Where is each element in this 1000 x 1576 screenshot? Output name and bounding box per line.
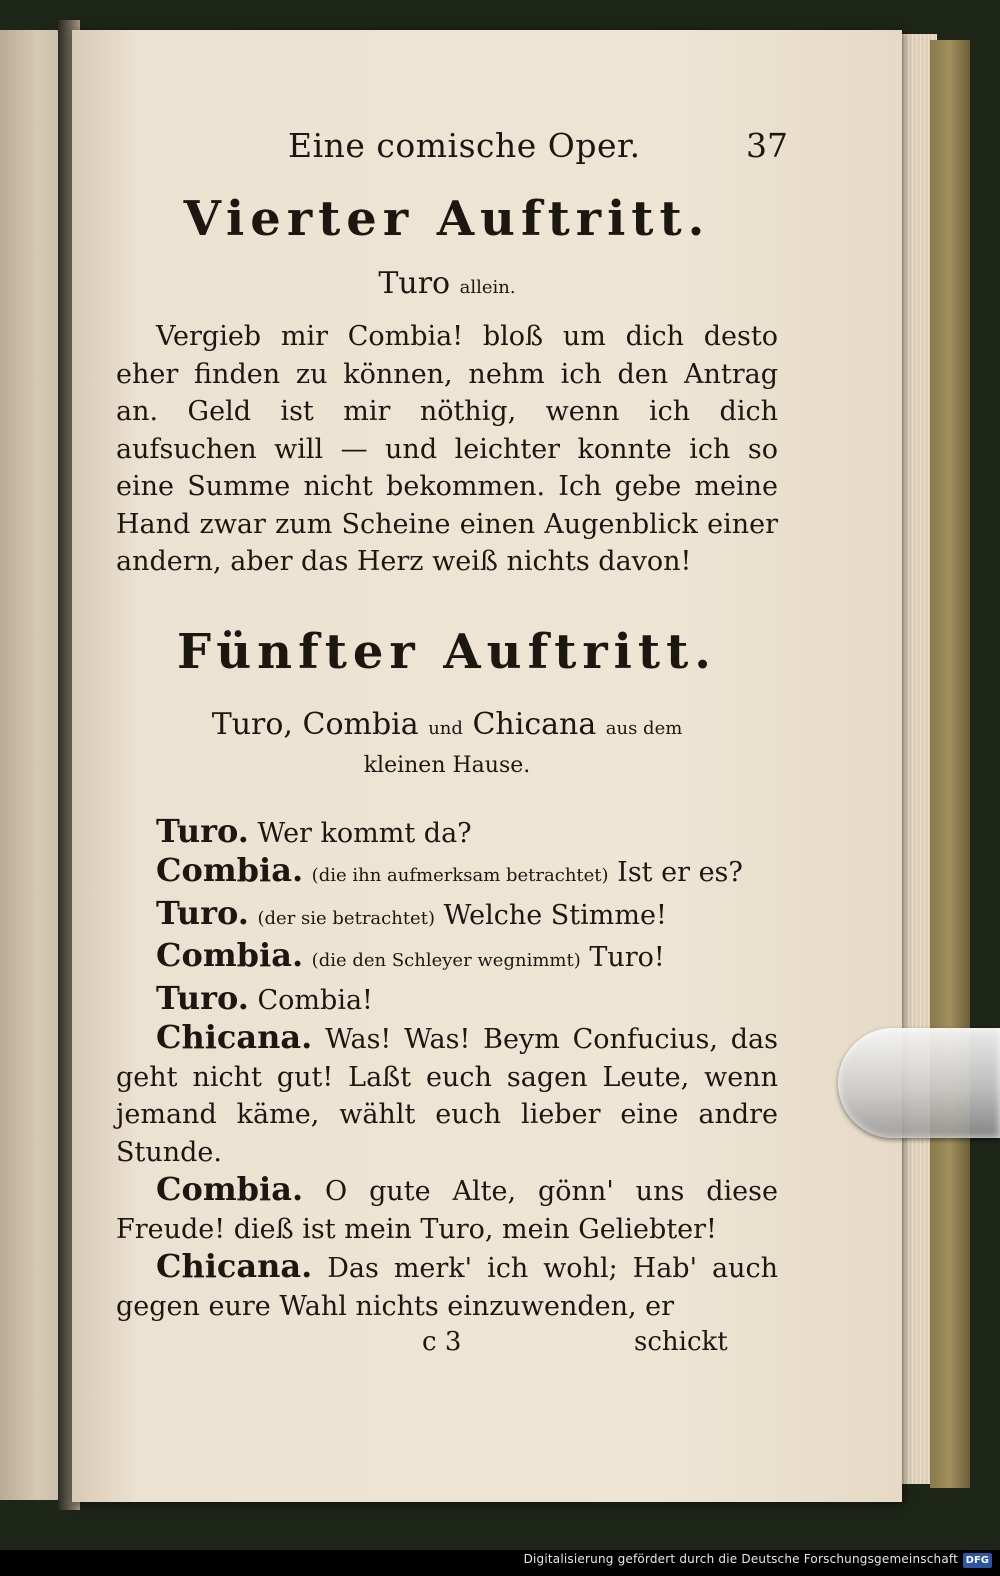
dialogue-line [116,1248,778,1325]
dialogue-line [116,980,778,1020]
scene-heading-4: Vierter Auftritt. [183,191,711,247]
book-cover-board [930,40,970,1488]
dialogue-line [116,1019,778,1171]
dialogue-line [116,852,778,895]
speech-text: Turo! [589,942,665,973]
running-title: Eine comische Oper. [288,126,641,165]
catchword: schickt [634,1327,728,1357]
dialogue-line [116,895,778,938]
stage-direction [116,705,778,783]
speaker-name: Combia. [156,936,304,974]
stage-names: Turo [378,266,451,301]
page-text-block [116,120,788,1367]
stage-note: aus dem [605,717,683,739]
stage-name-3: Chicana [472,706,597,742]
scene-heading-5: Fünfter Auftritt. [177,623,717,680]
dialogue-line [116,1171,778,1248]
speaker-name: Chicana. [156,1247,313,1285]
speech-text: Das merk' ich wohl; Hab' auch gegen eure Wahl nichts einzuwenden, er [116,1253,778,1322]
dfg-logo-icon: DFG [963,1553,992,1568]
speaker-name: Combia. [156,1170,304,1208]
running-head [116,120,788,180]
scan-credit: Digitalisierung gefördert durch die Deutsche Forschungsgemeinschaft [523,1552,958,1566]
speech-text: Ist er es? [617,857,743,888]
dialogue [116,813,778,1326]
speaker-name: Combia. [156,851,304,889]
previous-page-edge [0,30,62,1500]
dialogue-line [116,813,778,853]
stage-aside: (die ihn aufmerksam betrachtet) [311,865,609,886]
stage-names: Turo, Combia [211,706,419,742]
page-clip [838,1028,1000,1138]
stage-note: allein. [459,277,516,298]
speech-text: Wer kommt da? [257,817,472,849]
speaker-name: Chicana. [156,1018,313,1056]
signature-mark: c 3 [422,1327,462,1357]
speech-text: Was! Was! Beym Confucius, das geht nicht gut! Laßt euch sagen Leute, wenn jemand käme, wählt euch lieber eine andre Stunde. [116,1024,778,1168]
stage-joiner: und [428,717,463,739]
speaker-name: Turo. [156,893,249,932]
stage-direction [116,264,778,308]
stage-aside: (der sie betrachtet) [257,907,435,929]
page-number: 37 [746,126,788,165]
stage-note-line2: kleinen Hause. [363,752,531,778]
monologue-text: Vergieb mir Combia! bloß um dich desto eher finden zu können, nehm ich den Antrag an. Geld ist mir nöthig, wenn ich dich aufsuchen will — und leichter konnte ich so eine Summe nicht bekommen. Ich gebe meine Hand zwar zum Scheine einen Augenblick einer andern, aber das Herz weiß nichts davon! [116,321,778,577]
speech-text: Combia! [257,984,373,1016]
page-footer-line [116,1327,778,1367]
speaker-name: Turo. [156,978,249,1017]
speaker-name: Turo. [156,811,249,850]
dialogue-line [116,937,778,980]
stage-aside: (die den Schleyer wegnimmt) [311,950,581,971]
speech-text: O gute Alte, gönn' uns diese Freude! dieß ist mein Turo, mein Geliebter! [116,1176,778,1245]
speech-text: Welche Stimme! [443,899,667,931]
